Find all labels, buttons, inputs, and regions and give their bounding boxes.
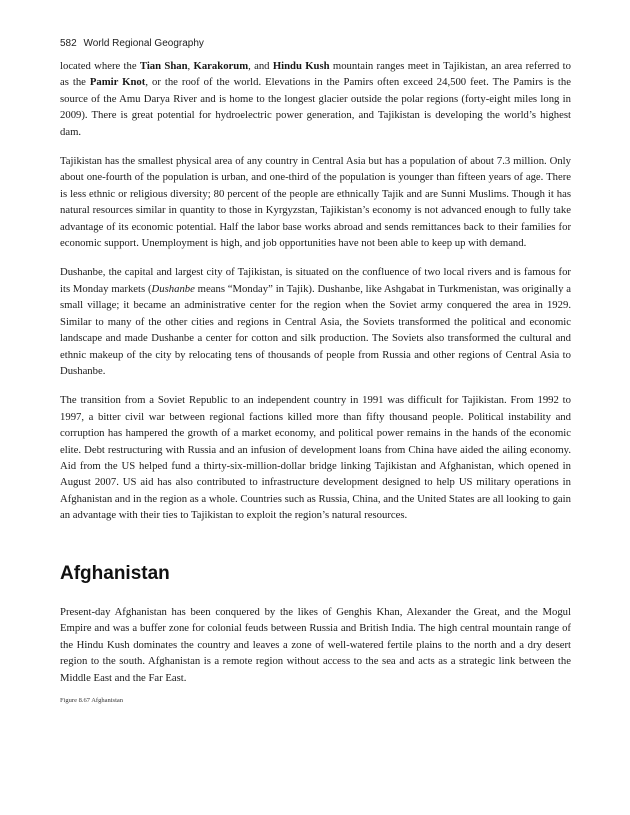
text-run: Dushanbe, the capital and largest city of Tajikistan, is situated on the confluence of two local rivers and is famous for its Monday markets (	[60, 266, 571, 295]
text-run: located where the	[60, 60, 140, 72]
term-pamir-knot: Pamir Knot	[89, 76, 146, 89]
text-run: ,	[187, 60, 194, 72]
text-run: means “Monday” in Tajik). Dushanbe, like Ashgabat in Turkmenistan, was originally a small village; it became an administrative center for the region when the Soviet army conquered the area in 1929. Similar to many of the other cities and regions in Central Asia, the Soviets transformed the political and economic landscape and made Dushanbe a center for cotton and silk production. The Soviets also transformed the cultural and ethnic makeup of the city by relocating tens of thousands of people from Russia and other regions of Central Asia to Dushanbe.	[60, 282, 571, 377]
running-header	[60, 38, 204, 49]
section-heading: Afghanistan	[60, 563, 170, 584]
page-number: 582	[60, 38, 77, 49]
figure-caption: Figure 8.67 Afghanistan	[60, 697, 124, 704]
term-karakorum: Karakorum	[193, 60, 249, 72]
paragraph-dushanbe	[60, 264, 571, 379]
book-title: World Regional Geography	[83, 38, 204, 49]
paragraph-pamir	[60, 58, 571, 140]
term-hindu-kush: Hindu Kush	[272, 60, 330, 72]
paragraph-population: Tajikistan has the smallest physical area of any country in Central Asia but has a population of about 7.3 million. Only about one-fourth of the population is urban, and one-third of the population is younger than fifteen years of age. There is less ethnic or religious diversity; 80 percent of the people are ethnically Tajik and are Sunni Muslims. Though it has natural resources similar in quantity to those in Kyrgyzstan, Tajikistan’s economy is not advanced enough to fully take advantage of its economic potential. Half the labor base works abroad and sends remittances back to their families for economic support. Unemployment is high, and job opportunities have not been able to keep up with demand.	[60, 155, 571, 250]
text-run: , or the roof of the world. Elevations in the Pamirs often exceed 24,500 feet. The Pamirs is the source of the Amu Darya River and is home to the longest glacier outside the polar regions (forty-eight miles long in 2009). There is great potential for hydroelectric power generation, and Tajikistan is developing the world’s highest dam.	[60, 76, 571, 138]
body-text	[60, 58, 571, 537]
afghanistan-text	[60, 604, 571, 686]
paragraph-transition: The transition from a Soviet Republic to an independent country in 1991 was difficult for Tajikistan. From 1992 to 1997, a bitter civil war between regional factions killed more than fifty thousand people. Political instability and corruption has hampered the growth of a market economy, and political power remains in the hands of the economic elite. Debt restructuring with Russia and an infusion of development loans from China have aided the ailing economy. Aid from the US helped fund a thirty-six-million-dollar bridge linking Tajikistan and Afghanistan, which opened in August 2007. US aid has also contributed to infrastructure development designed to help US military operations in Afghanistan and in the region as a whole. Countries such as Russia, China, and the United States are all looking to gain an advantage with their ties to Tajikistan to exploit the region’s natural resources.	[60, 394, 571, 522]
term-tian-shan: Tian Shan	[139, 60, 188, 72]
term-dushanbe: Dushanbe	[151, 282, 195, 295]
text-run: mountain ranges meet in Tajikistan, an area referred to as the	[60, 60, 571, 89]
text-run: , and	[248, 60, 273, 72]
paragraph-afghanistan: Present-day Afghanistan has been conquered by the likes of Genghis Khan, Alexander the Great, and the Mogul Empire and was a buffer zone for colonial feuds between Russia and British India. The high central mountain range of the Hindu Kush dominates the country and leaves a zone of well-watered fertile plains to the north and a dry desert region to the south. Afghanistan is a remote region without access to the sea and acts as a strategic link between the Middle East and the Far East.	[60, 606, 571, 684]
